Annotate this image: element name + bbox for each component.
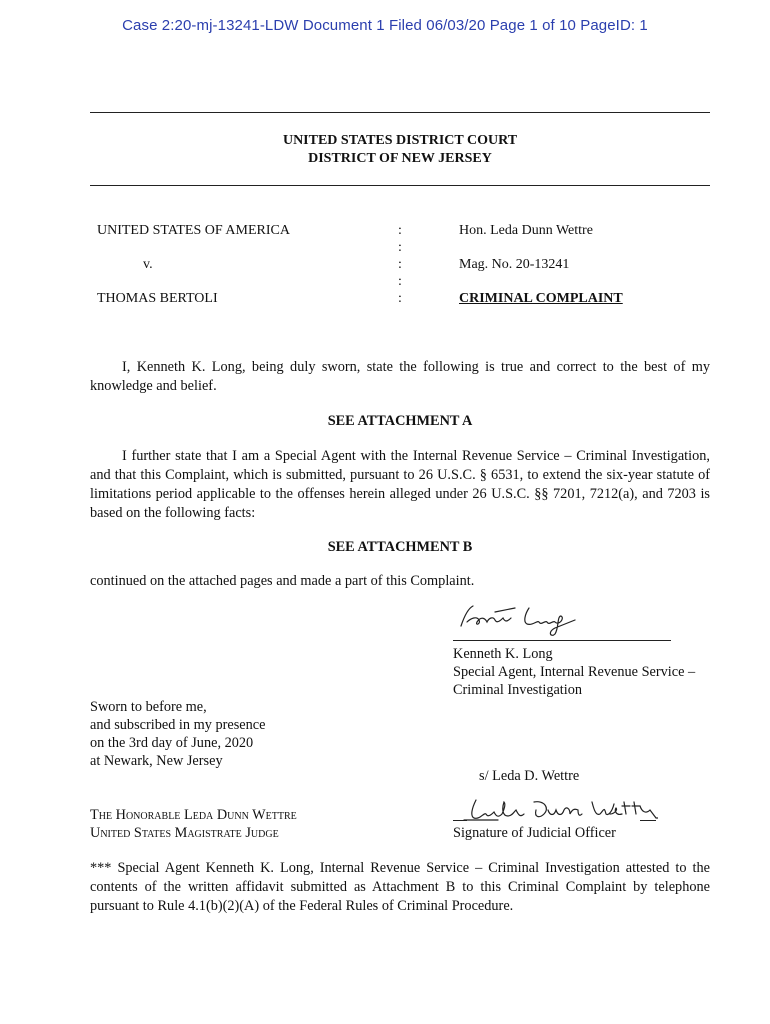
signature-label: Signature of Judicial Officer <box>453 825 616 841</box>
judge-signature-line-right <box>640 820 656 821</box>
affiant-name: Kenneth K. Long <box>453 646 553 662</box>
judge-e-signature: s/ Leda D. Wettre <box>479 768 580 784</box>
case-header-stamp: Case 2:20-mj-13241-LDW Document 1 Filed 06/03/20 Page 1 of 10 PageID: 1 <box>122 17 648 34</box>
attachment-a-heading: SEE ATTACHMENT A <box>327 413 473 429</box>
judge-signature-line-left <box>453 820 467 821</box>
caption-colon: : <box>398 257 402 272</box>
continuation-paragraph: continued on the attached pages and made a part of this Complaint. <box>90 573 475 589</box>
affiant-signature <box>455 600 585 640</box>
plaintiff-name: UNITED STATES OF AMERICA <box>97 223 290 238</box>
judge-block-name: The Honorable Leda Dunn Wettre <box>90 807 297 823</box>
affiant-title: Criminal Investigation <box>453 682 583 698</box>
court-name: UNITED STATES DISTRICT COURT <box>282 133 518 148</box>
sworn-block <box>90 698 265 770</box>
statement-paragraph: I further state that I am a Special Agent with the Internal Revenue Service – Criminal Investigation, and that this Complaint, which is submitted, pursuant to 26 U.S.C. § 6531, to extend the six-year statute of limitations period applicable to the offenses herein alleged under 26 U.S.C. §§ 7201, 7212(a), and 7203 is based on the following facts: <box>90 448 710 521</box>
top-rule <box>90 112 710 113</box>
caption-colon: : <box>398 223 402 238</box>
oath-paragraph: I, Kenneth K. Long, being duly sworn, state the following is true and correct to the best of my knowledge and belief. <box>90 359 710 394</box>
defendant-name: THOMAS BERTOLI <box>97 291 218 306</box>
court-title <box>90 132 710 168</box>
affiant-block <box>453 645 695 699</box>
bottom-rule <box>90 185 710 186</box>
caption-colon: : <box>398 240 402 255</box>
affiant-title: Special Agent, Internal Revenue Service – <box>453 664 696 680</box>
caption-colon: : <box>398 274 402 289</box>
judge-block-title: United States Magistrate Judge <box>90 825 279 841</box>
mag-number: Mag. No. 20-13241 <box>459 257 570 272</box>
versus-label: v. <box>143 257 153 272</box>
attestation-footnote: *** Special Agent Kenneth K. Long, Internal Revenue Service – Criminal Investigation attested to the contents of the written affidavit submitted as Attachment B to this Criminal Complaint by telephone pursuant to Rule 4.1(b)(2)(A) of the Federal Rules of Criminal Procedure. <box>90 860 710 914</box>
court-district: DISTRICT OF NEW JERSEY <box>308 151 492 166</box>
attachment-b-heading: SEE ATTACHMENT B <box>327 539 473 555</box>
document-title: CRIMINAL COMPLAINT <box>459 291 623 306</box>
caption-colon: : <box>398 291 402 306</box>
sworn-line: at Newark, New Jersey <box>90 753 223 769</box>
affiant-signature-line <box>453 640 671 641</box>
sworn-line: on the 3rd day of June, 2020 <box>90 735 254 751</box>
sworn-line: and subscribed in my presence <box>90 717 266 733</box>
judge-signature <box>458 794 658 826</box>
sworn-line: Sworn to before me, <box>90 699 207 715</box>
judge-name: Hon. Leda Dunn Wettre <box>459 223 593 238</box>
